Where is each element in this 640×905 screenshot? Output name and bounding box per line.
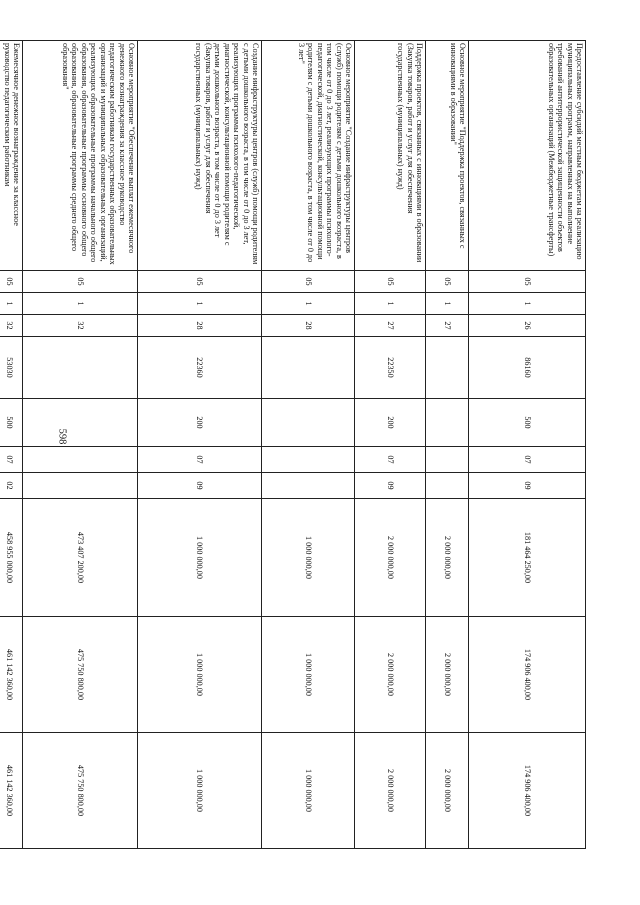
amount-year-2-cell: 2 000 000,00 [355, 617, 426, 733]
amount-year-3-cell: 461 142 360,00 [0, 733, 23, 849]
table-row [0, 41, 23, 849]
section-cell: 07 [0, 447, 23, 473]
grbs-code-cell: 05 [469, 271, 586, 293]
page-number: 598 [56, 428, 68, 445]
grbs-code-cell: 05 [138, 271, 262, 293]
amount-year-3-cell: 1 000 000,00 [138, 733, 262, 849]
table-row [262, 41, 355, 849]
subsection-cell [23, 473, 138, 499]
section-cell: 07 [355, 447, 426, 473]
subsection-cell: 02 [0, 473, 23, 499]
amount-year-1-cell: 458 955 000,00 [0, 499, 23, 617]
expense-type-cell: 500 [0, 399, 23, 447]
subsection-cell: 09 [355, 473, 426, 499]
expense-type-cell: 200 [355, 399, 426, 447]
table-row [426, 41, 469, 849]
amount-year-3-cell: 174 906 400,00 [469, 733, 586, 849]
row-name-cell: Основное мероприятие "Обеспечение выплат ежемесячного денежного вознаграждения за классное руководство педагогическим работникам государственных образовательных организаций и муниципальных образовательных организаций, реализующих образовательные программы начального общего образования, образовательные программы основного общего образования, образовательные программы среднего общего образования" [23, 41, 138, 271]
expense-type-cell [23, 399, 138, 447]
table-row [138, 41, 262, 849]
amount-year-2-cell: 461 142 360,00 [0, 617, 23, 733]
table-row [23, 41, 138, 849]
subprogram-code-cell: 32 [23, 315, 138, 337]
subprogram-code-cell: 32 [0, 315, 23, 337]
budget-table [0, 40, 586, 849]
grbs-code-cell: 05 [355, 271, 426, 293]
amount-year-1-cell: 2 000 000,00 [355, 499, 426, 617]
row-name-cell: Ежемесячное денежное вознаграждение за классное руководство педагогическим работникам [0, 41, 23, 271]
amount-year-1-cell: 1 000 000,00 [138, 499, 262, 617]
subsection-cell: 09 [138, 473, 262, 499]
direction-code-cell: 22350 [355, 337, 426, 399]
row-name-cell: Предоставление субсидий местным бюджетам на реализацию муниципальных программ, направленных на выполнение требований антитеррористической защищенности объектов образовательных организаций (Межбюджетные трансферты) [469, 41, 586, 271]
amount-year-1-cell: 2 000 000,00 [426, 499, 469, 617]
amount-year-2-cell: 475 750 800,00 [23, 617, 138, 733]
amount-year-3-cell: 475 750 800,00 [23, 733, 138, 849]
grbs-code-cell: 05 [262, 271, 355, 293]
amount-year-2-cell: 1 000 000,00 [262, 617, 355, 733]
subprogram-code-cell: 26 [469, 315, 586, 337]
grbs-code-cell: 05 [426, 271, 469, 293]
expense-type-cell: 200 [138, 399, 262, 447]
row-name-cell: Создание инфраструктуры центров (служб) помощи родителям с детьми дошкольного возраста, в том числе от 0 до 3 лет, реализующих программы психолого-педагогической, диагностической, консультационной помощи родителям с детьми дошкольного возраста, в том числе от 0 до 3 лет (Закупка товаров, работ и услуг для обеспечения государственных (муниципальных) нужд) [138, 41, 262, 271]
expense-type-cell [426, 399, 469, 447]
amount-year-1-cell: 1 000 000,00 [262, 499, 355, 617]
amount-year-3-cell: 1 000 000,00 [262, 733, 355, 849]
amount-year-2-cell: 1 000 000,00 [138, 617, 262, 733]
table-row [355, 41, 426, 849]
program-code-cell: 1 [0, 293, 23, 315]
expense-type-cell [262, 399, 355, 447]
subprogram-code-cell: 28 [262, 315, 355, 337]
direction-code-cell [23, 337, 138, 399]
amount-year-1-cell: 181 464 250,00 [469, 499, 586, 617]
amount-year-2-cell: 2 000 000,00 [426, 617, 469, 733]
subprogram-code-cell: 27 [426, 315, 469, 337]
subsection-cell: 09 [469, 473, 586, 499]
section-cell [262, 447, 355, 473]
direction-code-cell: 22360 [138, 337, 262, 399]
row-name-cell: Поддержка проектов, связанных с инновациями в образовании (Закупка товаров, работ и услуг для обеспечения государственных (муниципальных) нужд) [355, 41, 426, 271]
program-code-cell: 1 [426, 293, 469, 315]
section-cell [23, 447, 138, 473]
direction-code-cell [262, 337, 355, 399]
section-cell: 07 [138, 447, 262, 473]
program-code-cell: 1 [355, 293, 426, 315]
expense-type-cell: 500 [469, 399, 586, 447]
subsection-cell [426, 473, 469, 499]
subprogram-code-cell: 27 [355, 315, 426, 337]
amount-year-3-cell: 2 000 000,00 [355, 733, 426, 849]
program-code-cell: 1 [469, 293, 586, 315]
table-row [469, 41, 586, 849]
row-name-cell: Основное мероприятие "Поддержка проектов, связанных с инновациями в образовании" [426, 41, 469, 271]
subprogram-code-cell: 28 [138, 315, 262, 337]
direction-code-cell: 53030 [0, 337, 23, 399]
direction-code-cell: 86160 [469, 337, 586, 399]
subsection-cell [262, 473, 355, 499]
amount-year-3-cell: 2 000 000,00 [426, 733, 469, 849]
grbs-code-cell: 05 [0, 271, 23, 293]
section-cell: 07 [469, 447, 586, 473]
row-name-cell: Основное мероприятие "Создание инфраструктуры центров (служб) помощи родителям с детьми дошкольного возраста, в том числе от 0 до 3 лет, реализующих программы психолого-педагогической, диагностической, консультационной помощи родителям с детьми дошкольного возраста, в том числе от 0 до 3 лет" [262, 41, 355, 271]
program-code-cell: 1 [262, 293, 355, 315]
amount-year-2-cell: 174 906 400,00 [469, 617, 586, 733]
amount-year-1-cell: 473 407 200,00 [23, 499, 138, 617]
direction-code-cell [426, 337, 469, 399]
grbs-code-cell: 05 [23, 271, 138, 293]
section-cell [426, 447, 469, 473]
program-code-cell: 1 [23, 293, 138, 315]
program-code-cell: 1 [138, 293, 262, 315]
